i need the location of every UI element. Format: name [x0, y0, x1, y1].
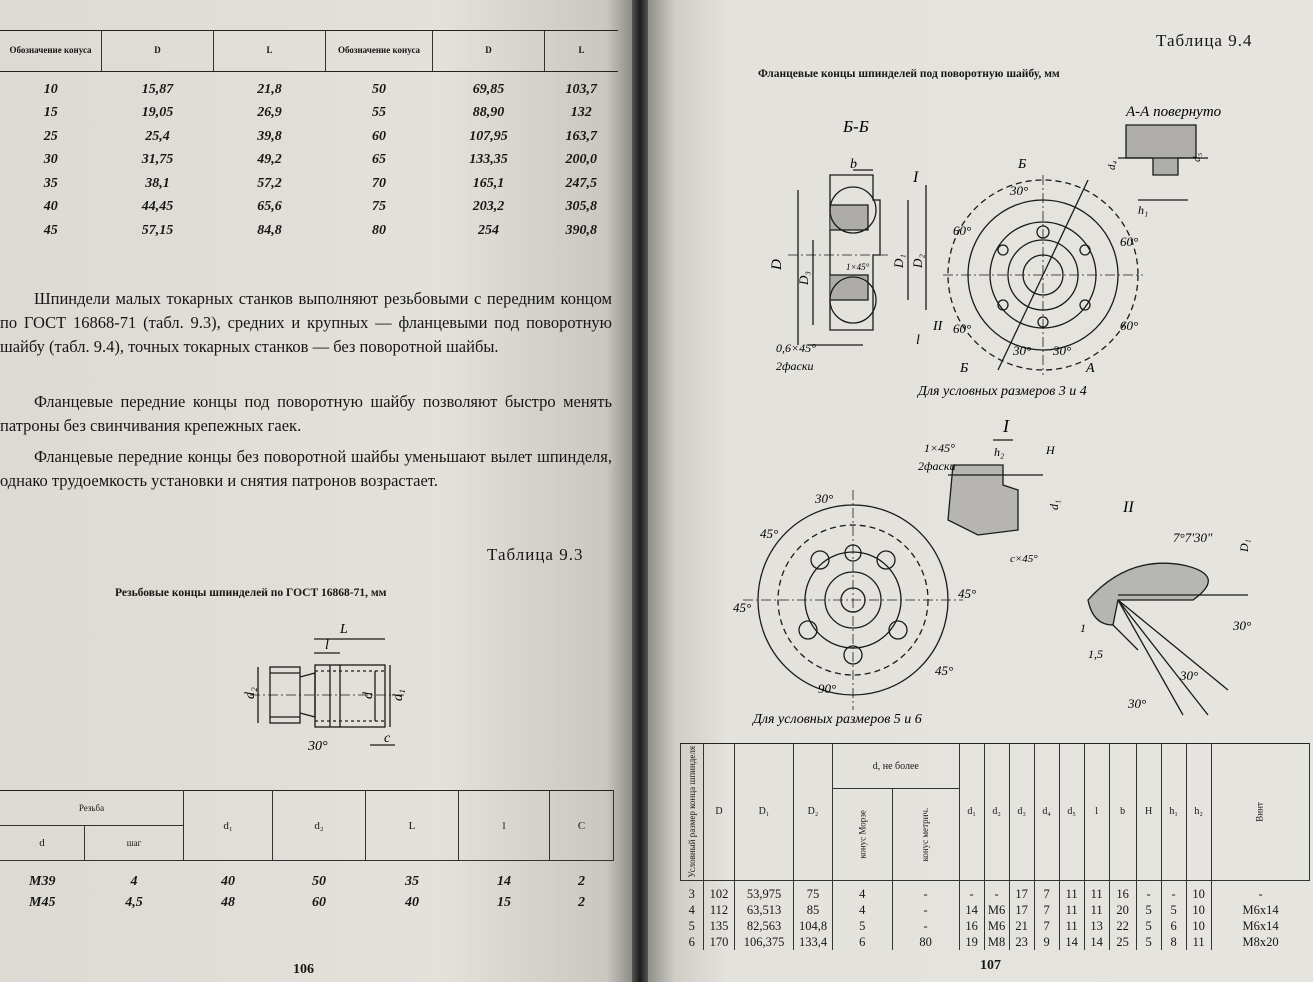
label-cond-34: Для условных размеров 3 и 4	[918, 384, 1087, 399]
table-cell: 165,1	[472, 175, 505, 191]
table-cell: 14	[1059, 934, 1084, 950]
table-cell: 6	[1161, 918, 1186, 934]
col-header-D1: D₁	[735, 744, 794, 881]
col-header-metric: конус метрич.	[892, 789, 959, 881]
col-header-D2: D₂	[794, 744, 833, 881]
col-header-D: D	[704, 744, 735, 881]
col-header-l: l	[459, 791, 550, 861]
table-cell: 200,0	[565, 152, 597, 168]
table-header-row	[0, 31, 618, 72]
table-cell: 5	[1136, 902, 1161, 918]
table-cell: 44,45	[141, 199, 174, 215]
table-9-4-caption: Фланцевые концы шпинделей под поворотную шайбу, мм	[758, 68, 1060, 80]
table-cell: 25	[1109, 934, 1136, 950]
label-cond-56: Для условных размеров 5 и 6	[753, 712, 922, 727]
drawing-label-d: d	[361, 692, 376, 699]
flange-dimensions-table	[680, 743, 1310, 950]
table-cell: 102	[704, 880, 735, 902]
table-cell: 31,75	[141, 152, 174, 168]
table-cell: 6	[688, 934, 695, 949]
label-45-r: 45°	[958, 586, 977, 601]
table-cell: 21	[1009, 918, 1034, 934]
table-cell: 40	[43, 199, 58, 215]
table-cell: 11	[1084, 880, 1109, 902]
label-1x45-detail: 1×45°	[924, 441, 955, 455]
table-cell: 8	[1161, 934, 1186, 950]
table-cell: 133,35	[469, 152, 508, 168]
label-30-d1: 30°	[1233, 618, 1252, 633]
table-cell: 39,8	[257, 128, 282, 144]
col-header-d4: d₄	[1034, 744, 1059, 881]
table-cell: 50	[312, 873, 326, 889]
col-header-L: L	[214, 31, 326, 72]
table-cell: 82,563	[735, 918, 794, 934]
col-header-thread-d: d	[0, 826, 85, 861]
table-cell: 40	[405, 894, 419, 910]
label-60-tr: 60°	[1120, 234, 1139, 249]
table-cell: 80	[892, 934, 959, 950]
label-h2: h₂	[994, 445, 1005, 459]
table-cell: 170	[704, 934, 735, 950]
flange-spindle-drawing	[648, 90, 1313, 740]
label-45-br: 45°	[935, 663, 954, 678]
table-cell: 6	[833, 934, 893, 950]
table-cell: -	[1211, 880, 1309, 902]
col-header-cone-2: Обозначение конуса	[326, 31, 433, 72]
table-cell: 15,87	[141, 81, 174, 97]
label-30-d3: 30°	[1128, 696, 1147, 711]
table-cell: 4	[130, 873, 138, 889]
table-cell: M39	[29, 873, 56, 889]
table-cell: 11	[1059, 880, 1084, 902]
table-cell: 305,8	[565, 199, 597, 215]
drawing-label-l: l	[325, 638, 329, 653]
table-cell: -	[959, 880, 984, 902]
table-cell: 25	[43, 128, 58, 144]
col-header-d5: d₅	[1059, 744, 1084, 881]
col-header-h2: h₂	[1186, 744, 1211, 881]
table-row	[681, 918, 1310, 934]
col-header-d1: d₁	[959, 744, 984, 881]
label-one: 1	[1080, 621, 1086, 635]
table-cell: 40	[221, 873, 235, 889]
table-cell: -	[892, 880, 959, 902]
table-cell: -	[892, 902, 959, 918]
label-B-top: Б	[1018, 157, 1027, 172]
label-one-five: 1,5	[1088, 647, 1103, 661]
table-cell: 88,90	[472, 105, 505, 121]
table-cell: 57,2	[257, 175, 282, 191]
table-cell: 21,8	[257, 81, 282, 97]
col-header-D: D	[102, 31, 214, 72]
table-cell: 2	[578, 894, 585, 910]
col-header-d2: d₂	[984, 744, 1009, 881]
label-b: b	[850, 157, 857, 172]
table-cell: 75	[372, 199, 386, 215]
table-cell: 60	[312, 894, 326, 910]
label-l: l	[916, 333, 920, 348]
left-page	[0, 0, 632, 982]
table-cell: 13	[1084, 918, 1109, 934]
label-H: H	[1046, 443, 1055, 457]
table-cell: 112	[704, 902, 735, 918]
label-30-br: 30°	[1053, 343, 1072, 358]
col-header-L-2: L	[545, 31, 619, 72]
table-cell: 50	[372, 81, 386, 97]
table-9-3-title: Таблица 9.3	[487, 545, 584, 564]
table-cell: 65	[372, 152, 386, 168]
col-header-L: L	[366, 791, 459, 861]
threaded-spindle-drawing	[230, 615, 430, 765]
col-header-l: l	[1084, 744, 1109, 881]
table-cell: 14	[1084, 934, 1109, 950]
label-chamfer: 0,6×45°	[776, 341, 816, 355]
table-cell: 35	[405, 873, 419, 889]
label-45-l: 45°	[733, 600, 752, 615]
label-60-tl: 60°	[953, 223, 972, 238]
table-cell: 254	[478, 222, 499, 238]
label-B-bottom: Б	[960, 361, 969, 376]
right-page	[648, 0, 1313, 982]
col-header-morse: конус Морзе	[833, 789, 893, 881]
table-cell: 19	[959, 934, 984, 950]
table-row	[0, 149, 618, 173]
label-d5: d₅	[1191, 152, 1203, 162]
table-9-4-title: Таблица 9.4	[1156, 31, 1253, 50]
table-cell: -	[1136, 880, 1161, 902]
label-90: 90°	[818, 681, 837, 696]
table-cell: 17	[1009, 902, 1034, 918]
label-D1: D₁	[891, 254, 906, 268]
thread-table	[0, 790, 614, 913]
table-cell: 14	[959, 902, 984, 918]
label-D1-detail: D₁	[1237, 539, 1251, 552]
label-30-d2: 30°	[1180, 668, 1199, 683]
table-cell: 10	[1186, 918, 1211, 934]
table-row	[0, 125, 618, 149]
table-9-3-caption: Резьбовые концы шпинделей по ГОСТ 16868-71, мм	[115, 587, 387, 599]
table-cell: 10	[43, 81, 58, 97]
label-D: D	[769, 259, 785, 270]
page-number-right: 107	[980, 958, 1001, 973]
table-cell: 10	[1186, 880, 1211, 902]
label-II-detail: II	[1123, 499, 1134, 516]
label-d4: d₄	[1106, 160, 1118, 170]
table-cell: 7	[1034, 918, 1059, 934]
table-cell: 80	[372, 222, 386, 238]
table-row	[0, 219, 618, 243]
col-header-pitch: шаг	[85, 826, 184, 861]
table-cell: 103,7	[565, 81, 597, 97]
drawing-label-L: L	[340, 622, 348, 637]
table-cell: M6x14	[1211, 918, 1309, 934]
table-cell: 70	[372, 175, 386, 191]
table-cell: 16	[959, 918, 984, 934]
table-cell: 11	[1186, 934, 1211, 950]
label-60-br: 60°	[1120, 318, 1139, 333]
table-cell: 49,2	[257, 152, 282, 168]
table-row	[0, 102, 618, 126]
label-I-detail: I	[1003, 416, 1009, 436]
table-cell: 163,7	[565, 128, 597, 144]
label-30-top: 30°	[1010, 183, 1029, 198]
col-header-C: C	[550, 791, 614, 861]
table-cell: 5	[1136, 918, 1161, 934]
table-cell: 3	[688, 886, 695, 901]
table-cell: 26,9	[257, 105, 282, 121]
cone-dimensions-table	[0, 30, 618, 243]
label-I: I	[913, 169, 919, 186]
table-cell: 132	[570, 105, 592, 121]
paragraph-1: Шпиндели малых токарных станков выполняют резьбовыми с передним концом по ГОСТ 16868-71 (табл. 9.3), средних и крупных — фланцевыми под поворотную шайбу (табл. 9.4), точных токарных станков — без поворотной шайбы.	[0, 289, 612, 356]
table-cell: 48	[221, 894, 235, 910]
table-cell: 4	[833, 902, 893, 918]
col-header-screw: Винт	[1211, 744, 1309, 881]
label-60-bl: 60°	[953, 321, 972, 336]
col-group-d: d, не более	[833, 744, 960, 789]
table-cell: 85	[794, 902, 833, 918]
table-cell: 60	[372, 128, 386, 144]
table-cell: M6	[984, 902, 1009, 918]
label-A: А	[1086, 361, 1095, 376]
table-cell: 15	[497, 894, 511, 910]
label-two-chamfers: 2фаски	[776, 359, 814, 373]
table-cell: 104,8	[794, 918, 833, 934]
label-h1: h₁	[1138, 203, 1149, 217]
table-cell: 45	[43, 222, 58, 238]
table-cell: 203,2	[472, 199, 505, 215]
table-cell: 10	[1186, 902, 1211, 918]
table-cell: 23	[1009, 934, 1034, 950]
table-cell: 247,5	[565, 175, 597, 191]
table-row	[0, 72, 618, 102]
table-cell: 106,375	[735, 934, 794, 950]
col-header-d2: d₂	[273, 791, 366, 861]
table-cell: -	[892, 918, 959, 934]
table-cell: -	[984, 880, 1009, 902]
table-row	[0, 172, 618, 196]
label-II-top: II	[933, 319, 943, 334]
col-group-thread: Резьба	[0, 791, 184, 826]
table-cell: 4	[688, 902, 695, 917]
table-cell: M8x20	[1211, 934, 1309, 950]
table-row	[0, 892, 614, 913]
label-d1-detail: d₁	[1047, 499, 1061, 510]
drawing-label-d2: d₂	[243, 687, 258, 699]
label-D2: D₂	[910, 254, 925, 268]
table-cell: 57,15	[141, 222, 174, 238]
col-header-b: b	[1109, 744, 1136, 881]
book-gutter	[632, 0, 648, 982]
table-cell: 30	[43, 152, 58, 168]
label-two-chamfers-detail: 2фаски	[918, 459, 956, 473]
table-cell: 2	[578, 873, 585, 889]
col-header-H: H	[1136, 744, 1161, 881]
label-section-bb: Б-Б	[843, 117, 869, 136]
drawing-label-c: c	[384, 731, 391, 746]
table-cell: 7	[1034, 902, 1059, 918]
label-D3: D₃	[796, 271, 811, 285]
table-cell: 25,4	[145, 128, 170, 144]
col-header-d3: d₃	[1009, 744, 1034, 881]
table-cell: 20	[1109, 902, 1136, 918]
col-header-d1: d₁	[184, 791, 273, 861]
table-cell: 55	[372, 105, 386, 121]
col-header-cone: Обозначение конуса	[0, 31, 102, 72]
table-row	[681, 902, 1310, 918]
table-cell: 19,05	[141, 105, 174, 121]
table-row	[0, 196, 618, 220]
drawing-label-d1: d₁	[391, 689, 406, 701]
col-header-D-2: D	[433, 31, 545, 72]
table-cell: 15	[43, 105, 58, 121]
table-cell: 22	[1109, 918, 1136, 934]
label-30-bl: 30°	[1013, 343, 1032, 358]
page-number-left: 106	[293, 962, 314, 977]
table-cell: 63,513	[735, 902, 794, 918]
table-cell: 5	[688, 918, 695, 933]
table-cell: 65,6	[257, 199, 282, 215]
label-1x45: 1×45°	[846, 262, 870, 272]
paragraph-2: Фланцевые передние концы под поворотную шайбу позволяют быстро менять патроны без свинчивания крепежных гаек.	[0, 392, 612, 435]
table-cell: 4,5	[125, 894, 143, 910]
table-cell: 11	[1059, 902, 1084, 918]
table-cell: 107,95	[469, 128, 508, 144]
table-cell: 5	[1161, 902, 1186, 918]
table-cell: 35	[43, 175, 58, 191]
col-header-h1: h₁	[1161, 744, 1186, 881]
table-cell: 4	[833, 880, 893, 902]
table-cell: 17	[1009, 880, 1034, 902]
table-cell: M8	[984, 934, 1009, 950]
table-row	[681, 934, 1310, 950]
table-row	[0, 861, 614, 893]
table-cell: 53,975	[735, 880, 794, 902]
table-cell: 84,8	[257, 222, 282, 238]
label-section-aa: А-А повернуто	[1126, 104, 1222, 120]
table-cell: 135	[704, 918, 735, 934]
table-cell: 390,8	[565, 222, 597, 238]
table-cell: 38,1	[145, 175, 170, 191]
label-30-lower: 30°	[815, 491, 834, 506]
label-45-tl: 45°	[760, 526, 779, 541]
table-cell: 11	[1059, 918, 1084, 934]
col-header-nominal: Условный размер конца шпинделя	[681, 744, 704, 881]
table-cell: 14	[497, 873, 511, 889]
table-cell: 5	[1136, 934, 1161, 950]
table-cell: M45	[29, 894, 56, 910]
table-cell: -	[1161, 880, 1186, 902]
table-cell: 69,85	[472, 81, 505, 97]
table-cell: 5	[833, 918, 893, 934]
label-angle7: 7°7′30″	[1173, 530, 1213, 545]
table-cell: 11	[1084, 902, 1109, 918]
table-row	[681, 880, 1310, 902]
paragraph-3: Фланцевые передние концы без поворотной шайбы уменьшают вылет шпинделя, однако трудоемкость установки и снятия патронов возрастает.	[0, 447, 612, 490]
table-cell: 16	[1109, 880, 1136, 902]
table-cell: 9	[1034, 934, 1059, 950]
label-c45: c×45°	[1010, 553, 1038, 565]
drawing-label-angle: 30°	[308, 739, 328, 754]
table-cell: 75	[794, 880, 833, 902]
table-cell: M6x14	[1211, 902, 1309, 918]
table-cell: M6	[984, 918, 1009, 934]
table-cell: 133,4	[794, 934, 833, 950]
table-cell: 7	[1034, 880, 1059, 902]
